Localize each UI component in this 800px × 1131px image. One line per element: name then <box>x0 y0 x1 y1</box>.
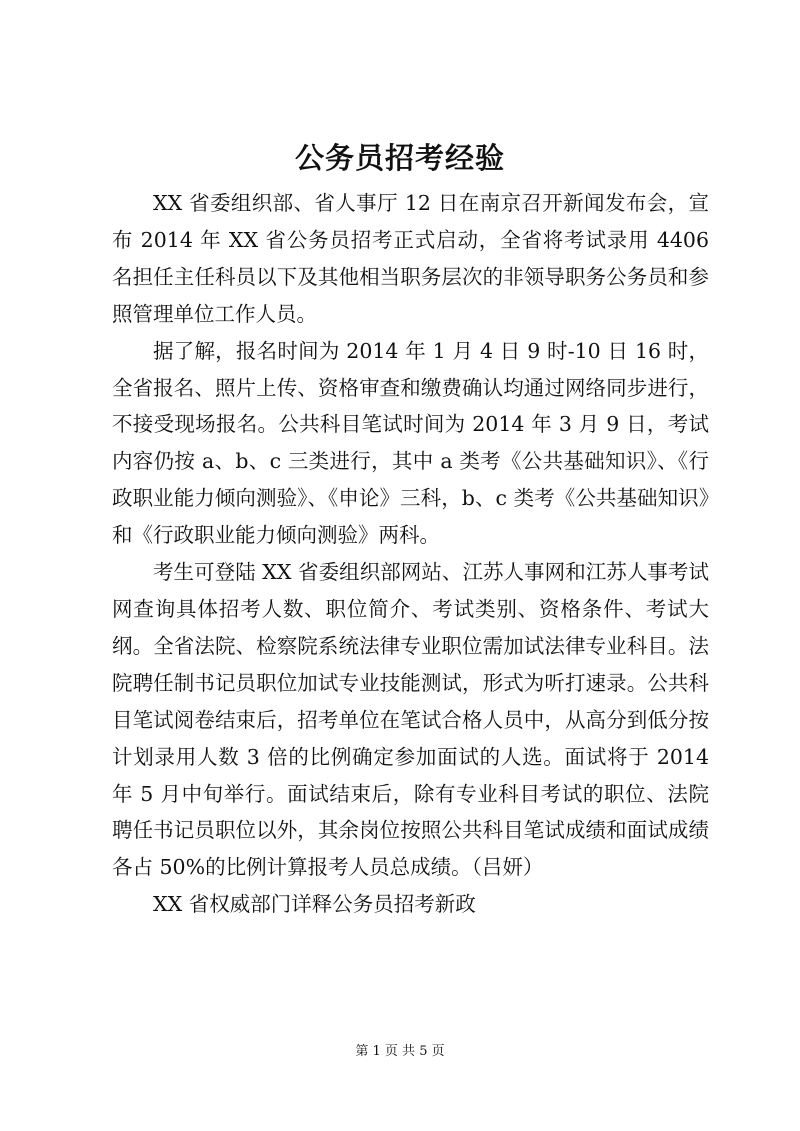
document-title: 公务员招考经验 <box>294 141 505 175</box>
paragraph-exam-details: 考生可登陆 XX 省委组织部网站、江苏人事网和江苏人事考试网查询具体招考人数、职位简介、考试类别、资格条件、考试大纲。全省法院、检察院系统法律专业职位需加试法律专业科目。法院聘任制书记员职位加试专业技能测试，形式为听打速录。公共科目笔试阅卷结束后，招考单位在笔试合格人员中，从高分到低分按计划录用人数 3 倍的比例确定参加面试的人选。面试将于 2014 年 5 月中旬举行。面试结束后，除有专业科目考试的职位、法院聘任书记员职位以外，其余岗位按照公共科目笔试成绩和面试成绩各占 50%的比例计算报考人员总成绩。（吕妍） <box>112 560 709 880</box>
paragraph-announcement: XX 省委组织部、省人事厅 12 日在南京召开新闻发布会，宣布 2014 年 XX 省公务员招考正式启动，全省将考试录用 4406 名担任主任科员以下及其他相当职务层次的非领导职务公务员和参照管理单位工作人员。 <box>112 191 709 326</box>
paragraph-subheading: XX 省权威部门详释公务员招考新政 <box>153 892 476 917</box>
page-footer: 第 1 页 共 5 页 <box>355 1044 445 1059</box>
paragraph-registration: 据了解，报名时间为 2014 年 1 月 4 日 9 时-10 日 16 时，全省报名、照片上传、资格审查和缴费确认均通过网络同步进行，不接受现场报名。公共科目笔试时间为 2014 年 3 月 9 日，考试内容仍按 a、b、c 三类进行，其中 a 类考《公共基础知识》、《行政职业能力倾向测验》、《申论》三科，b、c 类考《公共基础知识》和《行政职业能力倾向测验》两科。 <box>112 338 709 548</box>
document-body <box>112 185 709 923</box>
